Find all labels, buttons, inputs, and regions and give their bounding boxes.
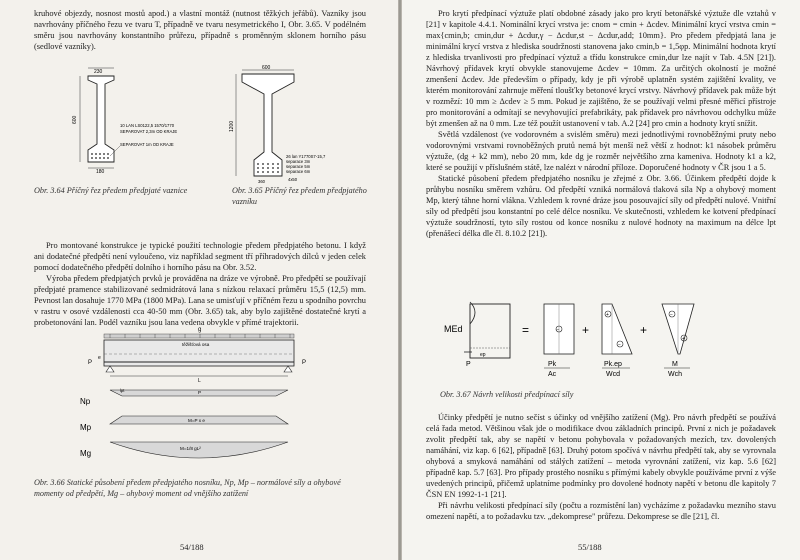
fig366-label-L: L (198, 378, 201, 384)
fig366-label-Mg-formula: M=1/8 gL² (180, 446, 201, 451)
fig366-label-Np: Np (80, 397, 91, 406)
figure-3-65 (228, 64, 368, 184)
fig366-label-Mp: Mp (80, 423, 92, 432)
right-para2: Světlá vzdálenost (ve vodorovném a svislém směru) mezi jednotlivými rovnoběžnými pruty nebo vodorovnými vrstvami rovnoběžných prutů nemá být menší než větší z hodnot: k1 násobek průměru výztuže, (dg + k2 mm), nebo 20 mm, kde dg je rozměr největšího zrna kameniva. Hodnoty k1 a k2, které se použijí v příslušném státě, lze nalézt v národní příloze. Doporučené hodnoty v ČR jsou 1 a 5. (426, 130, 776, 172)
fig367-plus2: + (640, 323, 648, 337)
fig364-note1: 10 LAN LS0122,5 1570/1770 (120, 123, 175, 128)
fig364-note3: SEPAROVAT 1m OD KRAJE (120, 142, 174, 147)
right-para1: Pro krytí předpínací výztuže platí obdobné zásady jako pro krytí betonářské výztuže dle vztahů v [21] v kapitole 4.4.1. Nominální krycí vrstva je: cnom = cmin + Δcdev. Minimální krycí vrstva cmin = max{cmin,b; cmin,dur + Δcdur,γ − Δcdur,st − Δcdur,add; 10mm}. Pro předem předpjatá lana je minimální krycí vrstva z hlediska soudržnosti stanovena jako cmin,b = 1,5φp. Minimální hodnota krytí z hlediska trvanlivosti pro předpínací výztuž a třídu konstrukce cmin,dur lze najít v Tab. 4.5N [21]). Návrhový přídavek krytí obvykle stanovujeme Δcdev = 10mm. Za určitých okolností je možné zmenšení Δcdev. Jde především o případy, kdy je při výrobě uplatněn systém zajištění kvality, ve kterém monitorování zahrnuje měření tloušťky betonové krycí vrstvy. Návrhový přídavek pak může být v rozmězí: 10 mm ≥ Δcdev ≥ 5 mm. Pokud je zajištěno, že se používají velmi přesné měřicí přístroje pro monitorování a odmítají se nevyhovující prefabrikáty, pak přídavek pro návrhovou odchylku může být zmenšen až na 0 mm. Lze též použít ustanovení v tab. A.2 [24] pro cmin a hodnoty krytí snížit. (426, 9, 776, 128)
fig365-dim-a: 4x50 (288, 177, 298, 182)
fig366-label-P-np: P (198, 390, 202, 395)
fig364-caption: Obr. 3.64 Příčný řez předem předpjaté vaznice (34, 186, 188, 195)
fig367-minus-in: − (618, 342, 621, 348)
fig366-label-e: e (98, 355, 101, 361)
figure-3-67 (440, 294, 760, 378)
fig365-note2: separace 3m (286, 159, 311, 164)
fig366-caption: Obr. 3.66 Statické působení předem předpjatého nosníku, Np, Mp – normálové síly a ohybové momenty od předpětí, Mg – ohybový moment od vnějšího zatížení (34, 478, 341, 498)
fig364-dim-top: 230 (94, 69, 103, 75)
fig367-label-ep: ep (480, 352, 486, 358)
right-page-number: 55/188 (578, 542, 602, 552)
figure-3-66 (80, 324, 320, 474)
right-body-top (426, 8, 776, 239)
figure-3-66-drawing (80, 324, 320, 474)
right-page (402, 0, 800, 560)
fig366-label-MPe: M=P x e (188, 418, 205, 423)
fig367-plus1: + (582, 323, 590, 337)
fig367-label-P: P (466, 361, 471, 368)
right-para5: Při návrhu velikosti předpínací síly (počtu a rozmístění lan) vycházíme z požadavku mezního stavu omezení napětí, a to požadavku tzv. „dekomprese" průřezu. Dekomprese se dle [21], čl. (426, 501, 776, 521)
fig367-frac1-den: Ac (548, 371, 557, 378)
fig366-label-P-left: P (88, 360, 93, 366)
fig367-minus-in2: − (670, 312, 673, 318)
fig367-plus-in: + (606, 312, 609, 318)
fig365-dim-bottom: 360 (258, 179, 265, 184)
figure-3-64-drawing (70, 64, 220, 174)
fig364-dim-height: 600 (72, 115, 78, 124)
left-page-number: 54/188 (180, 542, 204, 552)
left-para2: Výroba předem předpjatých prvků je prováděna na dráze ve výrobně. Pro předpětí se používají předpjaté pramence stabilizované sedmidrátová lana s nízkou relaxací průměru 15,5 (12,5) mm. Pevnost lan dosahuje 1770 MPa (1800 MPa). Lana se umisťují v příčném řezu u spodního povrchu v rastru v osové vzdálenosti cca 40-50 mm (Obr. 3.65) tak, aby bylo zajištěné dostatečné krytí a probetonování lan. Podél vazníku jsou lana vedena obvykle v přímé trajektorii. (34, 274, 366, 327)
fig367-frac1-num: Pk (548, 361, 557, 368)
fig367-eq: = (522, 323, 530, 337)
figure-3-64 (70, 64, 220, 174)
fig367-label-M: MEd (444, 324, 463, 334)
right-para4: Účinky předpětí je nutno sečíst s účinky od vnějšího zatížení (Mg). Pro návrh předpětí se používá celá řada metod. Většinou však jde o modifikace dvou základních principů. První z nich je požadavek zvolit předpětí tak, aby se napětí v betonu pohybovala v požadovaných mezích, tzv. dovolených namáhání, viz kap. 6 [62], případně [63]. Druhý potom spočívá v návrhu předpětí tak, aby se vyrovnala ohybová a smyková namáhání od stálých zatížení – metoda vyrovnání zatížení, viz kap. 5.6 [62] případně kap. 5.7 [63]. Pro případy prostého nosníku s přímými kabely obvykle používáme první z výše uvedených principů, přičemž uplatníme podmínky pro dovolené hodnoty napětí v betonu dle kapitoly 7 ČSN EN 1992-1-1 [21]. (426, 413, 776, 499)
fig367-caption: Obr. 3.67 Návrh velikosti předpínací síly (440, 390, 574, 399)
figure-3-65-drawing (228, 64, 368, 184)
fig364-note2: SEPAROVAT 2,3m OD KRAJE (120, 129, 178, 134)
fig365-caption: Obr. 3.65 Příčný řez předem předpjatého vazníku (232, 186, 367, 206)
left-page (0, 0, 398, 560)
figure-3-67-drawing (440, 294, 760, 378)
fig365-dim-height: 1200 (229, 120, 235, 132)
left-body-text (34, 240, 366, 328)
fig366-label-Mg: Mg (80, 449, 92, 458)
fig365-dim-top: 600 (262, 65, 271, 71)
fig366-label-zone: těžišťová osa (182, 342, 210, 347)
fig367-plus-in2: + (682, 336, 685, 342)
right-para3: Statické působení předem předpjatého nosníku je zřejmé z Obr. 3.66. Účinkem předpětí dojde k průhybu nosníku směrem vzhůru. Od předpětí vzniká normálová tlaková síla Np a ohybový moment Mp, který táhne horní vlákna. Vzhledem k rovné dráze jsou posouvající síly od předpětí nulové. Vnitřní síly od předpětí jsou konstantní po celé délce nosníku. Ve skutečnosti, vzhledem ke kotvení předpínací výztuže soudržností, tyto síly rostou od konce nosníku z nulové hodnoty na maximum na délce lpt (přenášecí délka dle čl. 8.10.2 [21]). (426, 174, 776, 238)
fig367-frac2-num: Pk.ep (604, 361, 622, 368)
fig365-note1: 26 lan Y1770S7-15,7 (286, 154, 326, 159)
fig365-note4: separace 6m (286, 169, 311, 174)
left-para1: Pro montované konstrukce je typické použití technologie předem předpjatého betonu. I když ani dodatečné předpětí není vyloučeno, viz například segment tří příhradových dílců v jeden celek pomocí dodatečného předpětí dolního i horního pásu na Obr. 3.52. (34, 241, 366, 272)
left-intro-text: kruhové objezdy, nosnost mostů apod.) a vlastní montáž (nutnost těžkých jeřábů). Vazníky jsou navrhovány příčného řezu ve tvaru T, případně ve tvaru nesymetrického I, Obr. 3.65. V podélném směru jsou navrhovány konstantního průřezu, případně s proměnným sklonem horního pásu (sedlové vazníky). (34, 9, 366, 51)
fig367-minus1: − (556, 327, 560, 333)
fig367-frac2-den: Wcd (606, 371, 620, 378)
fig367-frac3-num: M (672, 361, 678, 368)
fig366-label-g: g (198, 327, 202, 333)
fig365-note3: separace 5m (286, 164, 311, 169)
fig366-label-P-right: P (302, 360, 307, 366)
right-body-bottom (426, 412, 776, 522)
fig364-dim-bottom: 180 (96, 169, 105, 174)
fig366-label-lpt: lpt (120, 388, 125, 393)
fig367-frac3-den: Wch (668, 371, 682, 378)
